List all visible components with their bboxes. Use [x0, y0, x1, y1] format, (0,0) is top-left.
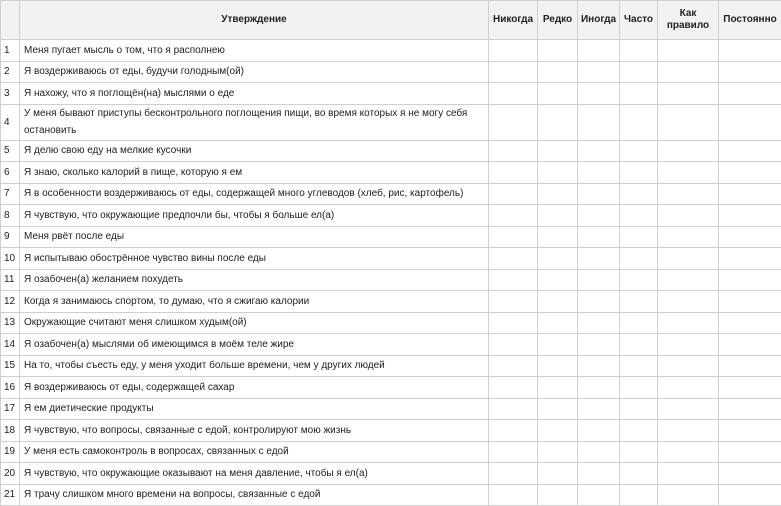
answer-cell-usually[interactable] [658, 269, 719, 291]
row-statement: Я испытываю обострённое чувство вины после еды [20, 248, 489, 270]
row-number: 5 [1, 140, 20, 162]
answer-cell-sometimes[interactable] [578, 355, 620, 377]
answer-cell-usually[interactable] [658, 463, 719, 485]
table-row [1, 104, 781, 140]
answer-cell-often[interactable] [620, 40, 658, 62]
answer-cell-always[interactable] [719, 269, 781, 291]
answer-cell-always[interactable] [719, 140, 781, 162]
answer-cell-often[interactable] [620, 441, 658, 463]
answer-cell-usually[interactable] [658, 162, 719, 184]
row-number: 16 [1, 377, 20, 399]
answer-cell-usually[interactable] [658, 312, 719, 334]
answer-cell-sometimes[interactable] [578, 334, 620, 356]
answer-cell-never[interactable] [489, 248, 538, 270]
table-row [1, 248, 781, 270]
answer-cell-usually[interactable] [658, 40, 719, 62]
row-statement: Я нахожу, что я поглощён(на) мыслями о еде [20, 83, 489, 105]
answer-cell-rarely[interactable] [538, 334, 578, 356]
answer-cell-sometimes[interactable] [578, 40, 620, 62]
answer-cell-sometimes[interactable] [578, 248, 620, 270]
answer-cell-often[interactable] [620, 463, 658, 485]
answer-cell-often[interactable] [620, 226, 658, 248]
answer-cell-rarely[interactable] [538, 463, 578, 485]
row-statement: У меня бывают приступы бесконтрольного поглощения пищи, во время которых я не могу себя остановить [20, 104, 489, 140]
row-statement: Меня пугает мысль о том, что я располнею [20, 40, 489, 62]
table-row [1, 83, 781, 105]
row-statement: Когда я занимаюсь спортом, то думаю, что я сжигаю калории [20, 291, 489, 313]
answer-cell-rarely[interactable] [538, 83, 578, 105]
answer-cell-always[interactable] [719, 183, 781, 205]
table-row [1, 291, 781, 313]
answer-cell-always[interactable] [719, 463, 781, 485]
header-statement: Утверждение [20, 1, 489, 40]
answer-cell-often[interactable] [620, 398, 658, 420]
answer-cell-rarely[interactable] [538, 205, 578, 227]
answer-cell-always[interactable] [719, 291, 781, 313]
header-option-sometimes: Иногда [578, 1, 620, 40]
answer-cell-never[interactable] [489, 61, 538, 83]
answer-cell-always[interactable] [719, 205, 781, 227]
answer-cell-always[interactable] [719, 248, 781, 270]
answer-cell-often[interactable] [620, 355, 658, 377]
table-row [1, 226, 781, 248]
table-row [1, 441, 781, 463]
answer-cell-never[interactable] [489, 83, 538, 105]
answer-cell-never[interactable] [489, 183, 538, 205]
row-number: 4 [1, 104, 20, 140]
answer-cell-never[interactable] [489, 205, 538, 227]
row-number: 8 [1, 205, 20, 227]
row-statement: Я трачу слишком много времени на вопросы, связанные с едой [20, 484, 489, 506]
row-statement: Я чувствую, что окружающие предпочли бы, чтобы я больше ел(а) [20, 205, 489, 227]
answer-cell-rarely[interactable] [538, 104, 578, 140]
row-number: 1 [1, 40, 20, 62]
answer-cell-always[interactable] [719, 312, 781, 334]
answer-cell-sometimes[interactable] [578, 61, 620, 83]
row-number: 10 [1, 248, 20, 270]
answer-cell-rarely[interactable] [538, 398, 578, 420]
answer-cell-sometimes[interactable] [578, 484, 620, 506]
answer-cell-never[interactable] [489, 463, 538, 485]
row-statement: Я ем диетические продукты [20, 398, 489, 420]
answer-cell-always[interactable] [719, 104, 781, 140]
answer-cell-sometimes[interactable] [578, 269, 620, 291]
answer-cell-never[interactable] [489, 104, 538, 140]
answer-cell-usually[interactable] [658, 484, 719, 506]
answer-cell-sometimes[interactable] [578, 140, 620, 162]
answer-cell-always[interactable] [719, 61, 781, 83]
table-row [1, 420, 781, 442]
answer-cell-often[interactable] [620, 140, 658, 162]
answer-cell-rarely[interactable] [538, 162, 578, 184]
header-number [1, 1, 20, 40]
answer-cell-never[interactable] [489, 377, 538, 399]
row-statement: Окружающие считают меня слишком худым(ой) [20, 312, 489, 334]
answer-cell-sometimes[interactable] [578, 83, 620, 105]
answer-cell-often[interactable] [620, 291, 658, 313]
answer-cell-usually[interactable] [658, 183, 719, 205]
table-row [1, 61, 781, 83]
answer-cell-never[interactable] [489, 140, 538, 162]
answer-cell-never[interactable] [489, 398, 538, 420]
answer-cell-usually[interactable] [658, 441, 719, 463]
row-number: 2 [1, 61, 20, 83]
row-statement: Я воздерживаюсь от еды, содержащей сахар [20, 377, 489, 399]
answer-cell-rarely[interactable] [538, 226, 578, 248]
answer-cell-never[interactable] [489, 269, 538, 291]
answer-cell-sometimes[interactable] [578, 441, 620, 463]
answer-cell-always[interactable] [719, 83, 781, 105]
table-row [1, 40, 781, 62]
answer-cell-rarely[interactable] [538, 484, 578, 506]
header-option-rarely: Редко [538, 1, 578, 40]
row-number: 13 [1, 312, 20, 334]
answer-cell-always[interactable] [719, 377, 781, 399]
answer-cell-never[interactable] [489, 484, 538, 506]
answer-cell-never[interactable] [489, 441, 538, 463]
row-statement: Я озабочен(а) мыслями об имеющимся в моём теле жире [20, 334, 489, 356]
answer-cell-usually[interactable] [658, 398, 719, 420]
answer-cell-usually[interactable] [658, 104, 719, 140]
row-statement: Я делю свою еду на мелкие кусочки [20, 140, 489, 162]
answer-cell-often[interactable] [620, 312, 658, 334]
header-option-always: Постоянно [719, 1, 781, 40]
header-row [1, 1, 781, 40]
answer-cell-often[interactable] [620, 104, 658, 140]
answer-cell-usually[interactable] [658, 291, 719, 313]
table-row [1, 377, 781, 399]
table-row [1, 463, 781, 485]
answer-cell-always[interactable] [719, 398, 781, 420]
answer-cell-rarely[interactable] [538, 355, 578, 377]
answer-cell-rarely[interactable] [538, 61, 578, 83]
row-statement: У меня есть самоконтроль в вопросах, связанных с едой [20, 441, 489, 463]
answer-cell-often[interactable] [620, 205, 658, 227]
answer-cell-never[interactable] [489, 291, 538, 313]
answer-cell-sometimes[interactable] [578, 104, 620, 140]
table-row [1, 312, 781, 334]
answer-cell-often[interactable] [620, 162, 658, 184]
table-row [1, 355, 781, 377]
table-row [1, 183, 781, 205]
answer-cell-often[interactable] [620, 269, 658, 291]
table-row [1, 162, 781, 184]
answer-cell-never[interactable] [489, 162, 538, 184]
answer-cell-sometimes[interactable] [578, 377, 620, 399]
answer-cell-never[interactable] [489, 312, 538, 334]
answer-cell-usually[interactable] [658, 377, 719, 399]
answer-cell-never[interactable] [489, 420, 538, 442]
answer-cell-usually[interactable] [658, 140, 719, 162]
answer-cell-often[interactable] [620, 183, 658, 205]
header-option-usually: Как правило [658, 1, 719, 40]
row-statement: Я озабочен(а) желанием похудеть [20, 269, 489, 291]
row-number: 19 [1, 441, 20, 463]
row-number: 18 [1, 420, 20, 442]
row-number: 7 [1, 183, 20, 205]
answer-cell-often[interactable] [620, 377, 658, 399]
row-number: 12 [1, 291, 20, 313]
row-number: 21 [1, 484, 20, 506]
answer-cell-never[interactable] [489, 226, 538, 248]
table-row [1, 334, 781, 356]
answer-cell-rarely[interactable] [538, 377, 578, 399]
answer-cell-rarely[interactable] [538, 248, 578, 270]
answer-cell-never[interactable] [489, 334, 538, 356]
answer-cell-sometimes[interactable] [578, 291, 620, 313]
answer-cell-rarely[interactable] [538, 420, 578, 442]
answer-cell-sometimes[interactable] [578, 162, 620, 184]
answer-cell-rarely[interactable] [538, 183, 578, 205]
row-number: 3 [1, 83, 20, 105]
answer-cell-often[interactable] [620, 334, 658, 356]
row-statement: Меня рвёт после еды [20, 226, 489, 248]
answer-cell-sometimes[interactable] [578, 205, 620, 227]
answer-cell-rarely[interactable] [538, 441, 578, 463]
table-row [1, 205, 781, 227]
answer-cell-often[interactable] [620, 484, 658, 506]
row-statement: Я знаю, сколько калорий в пище, которую я ем [20, 162, 489, 184]
answer-cell-always[interactable] [719, 420, 781, 442]
answer-cell-often[interactable] [620, 420, 658, 442]
answer-cell-rarely[interactable] [538, 140, 578, 162]
row-number: 6 [1, 162, 20, 184]
answer-cell-always[interactable] [719, 355, 781, 377]
row-statement: Я чувствую, что окружающие оказывают на меня давление, чтобы я ел(а) [20, 463, 489, 485]
answer-cell-sometimes[interactable] [578, 226, 620, 248]
answer-cell-always[interactable] [719, 441, 781, 463]
answer-cell-never[interactable] [489, 40, 538, 62]
answer-cell-usually[interactable] [658, 355, 719, 377]
row-statement: Я в особенности воздерживаюсь от еды, содержащей много углеводов (хлеб, рис, картофель) [20, 183, 489, 205]
answer-cell-sometimes[interactable] [578, 463, 620, 485]
answer-cell-often[interactable] [620, 248, 658, 270]
answer-cell-always[interactable] [719, 162, 781, 184]
answer-cell-usually[interactable] [658, 61, 719, 83]
answer-cell-usually[interactable] [658, 205, 719, 227]
answer-cell-sometimes[interactable] [578, 398, 620, 420]
header-option-never: Никогда [489, 1, 538, 40]
row-number: 20 [1, 463, 20, 485]
table-row [1, 140, 781, 162]
row-statement: На то, чтобы съесть еду, у меня уходит больше времени, чем у других людей [20, 355, 489, 377]
answer-cell-always[interactable] [719, 484, 781, 506]
table-body [1, 40, 781, 506]
row-number: 15 [1, 355, 20, 377]
answer-cell-rarely[interactable] [538, 40, 578, 62]
table-row [1, 269, 781, 291]
answer-cell-usually[interactable] [658, 334, 719, 356]
answer-cell-often[interactable] [620, 83, 658, 105]
answer-cell-sometimes[interactable] [578, 183, 620, 205]
row-number: 9 [1, 226, 20, 248]
answer-cell-sometimes[interactable] [578, 420, 620, 442]
answer-cell-always[interactable] [719, 226, 781, 248]
answer-cell-always[interactable] [719, 40, 781, 62]
row-number: 17 [1, 398, 20, 420]
answer-cell-often[interactable] [620, 61, 658, 83]
table-row [1, 398, 781, 420]
answer-cell-never[interactable] [489, 355, 538, 377]
table-row [1, 484, 781, 506]
answer-cell-usually[interactable] [658, 226, 719, 248]
answer-cell-always[interactable] [719, 334, 781, 356]
answer-cell-usually[interactable] [658, 248, 719, 270]
row-statement: Я чувствую, что вопросы, связанные с едой, контролируют мою жизнь [20, 420, 489, 442]
answer-cell-rarely[interactable] [538, 312, 578, 334]
row-number: 11 [1, 269, 20, 291]
header-option-often: Часто [620, 1, 658, 40]
answer-cell-usually[interactable] [658, 83, 719, 105]
answer-cell-sometimes[interactable] [578, 312, 620, 334]
answer-cell-usually[interactable] [658, 420, 719, 442]
answer-cell-rarely[interactable] [538, 291, 578, 313]
answer-cell-rarely[interactable] [538, 269, 578, 291]
row-statement: Я воздерживаюсь от еды, будучи голодным(ой) [20, 61, 489, 83]
row-number: 14 [1, 334, 20, 356]
